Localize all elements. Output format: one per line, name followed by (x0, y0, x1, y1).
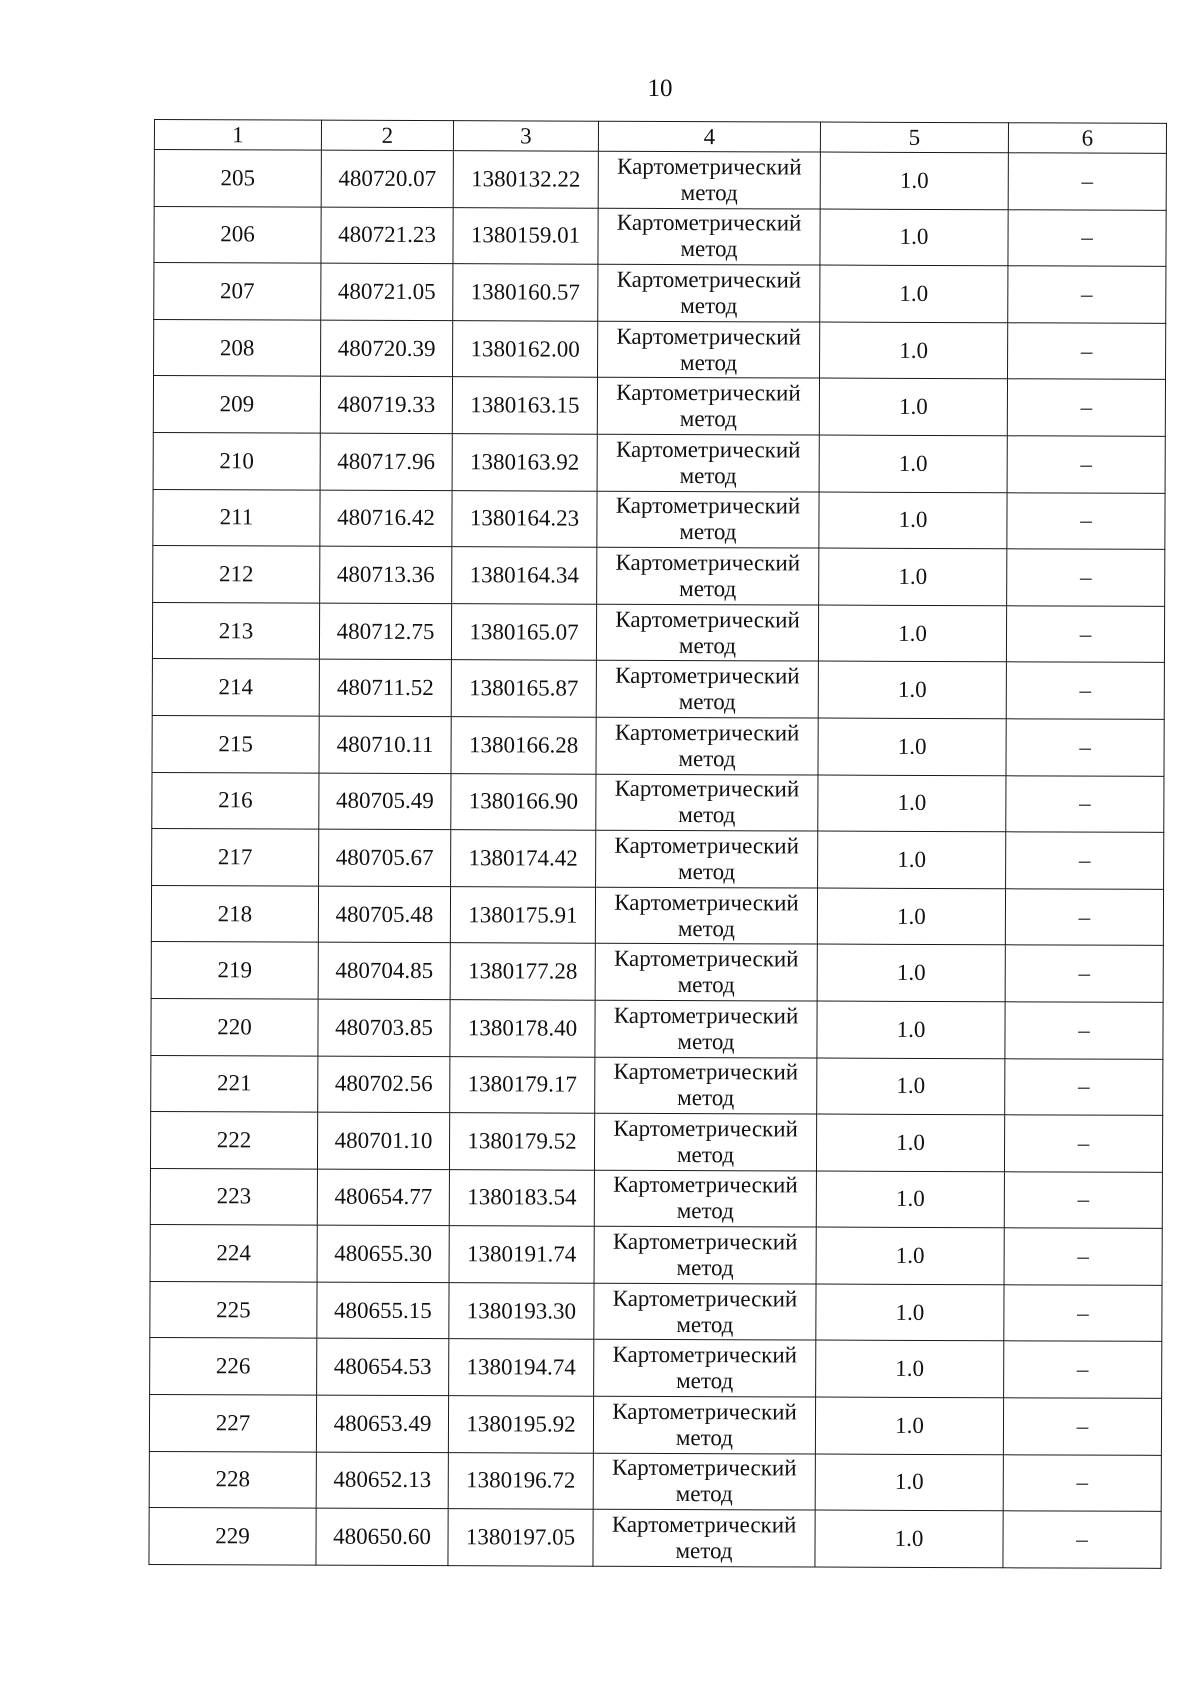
table-row (153, 546, 1165, 606)
y-coordinate-cell: 1380197.05 (448, 1509, 593, 1566)
note-cell: – (1004, 1228, 1162, 1285)
note-cell: – (1006, 775, 1164, 832)
note-cell: – (1005, 1058, 1163, 1115)
method-cell: Картометрический метод (598, 321, 820, 378)
accuracy-cell: 1.0 (815, 1397, 1003, 1454)
y-coordinate-cell: 1380183.54 (449, 1169, 594, 1226)
accuracy-cell: 1.0 (818, 605, 1006, 662)
method-cell: Картометрический метод (593, 1509, 815, 1566)
point-number-cell: 228 (149, 1451, 316, 1508)
accuracy-cell: 1.0 (818, 831, 1006, 888)
x-coordinate-cell: 480711.52 (319, 659, 451, 716)
accuracy-cell: 1.0 (819, 492, 1007, 549)
method-cell: Картометрический метод (596, 661, 818, 718)
note-cell: – (1004, 1341, 1162, 1398)
point-number-cell: 210 (153, 432, 320, 489)
table-row (152, 659, 1164, 719)
method-cell: Картометрический метод (598, 208, 820, 265)
column-header: 1 (154, 120, 321, 151)
accuracy-cell: 1.0 (818, 775, 1006, 832)
accuracy-cell: 1.0 (816, 1114, 1004, 1171)
column-header: 3 (453, 121, 598, 152)
accuracy-cell: 1.0 (820, 209, 1008, 266)
table-row (151, 942, 1163, 1002)
accuracy-cell: 1.0 (815, 1510, 1003, 1567)
table-row (149, 1451, 1161, 1511)
accuracy-cell: 1.0 (817, 944, 1005, 1001)
table-row (150, 1168, 1162, 1228)
point-number-cell: 207 (154, 263, 321, 320)
table-row (151, 885, 1163, 945)
point-number-cell: 216 (152, 772, 319, 829)
note-cell: – (1006, 662, 1164, 719)
y-coordinate-cell: 1380165.87 (451, 660, 596, 717)
x-coordinate-cell: 480720.39 (321, 320, 453, 377)
x-coordinate-cell: 480705.48 (318, 886, 450, 943)
point-number-cell: 212 (153, 546, 320, 603)
x-coordinate-cell: 480719.33 (320, 377, 452, 434)
note-cell: – (1004, 1285, 1162, 1342)
note-cell: – (1006, 832, 1164, 889)
table-row (152, 602, 1164, 662)
y-coordinate-cell: 1380174.42 (451, 830, 596, 887)
y-coordinate-cell: 1380159.01 (453, 207, 598, 264)
point-number-cell: 217 (152, 829, 319, 886)
point-number-cell: 208 (154, 319, 321, 376)
method-cell: Картометрический метод (596, 604, 818, 661)
note-cell: – (1008, 153, 1166, 210)
method-cell: Картометрический метод (597, 378, 819, 435)
x-coordinate-cell: 480653.49 (316, 1395, 448, 1452)
point-number-cell: 214 (152, 659, 319, 716)
method-cell: Картометрический метод (596, 717, 818, 774)
table-row (150, 1225, 1162, 1285)
point-number-cell: 229 (149, 1508, 316, 1565)
accuracy-cell: 1.0 (816, 1284, 1004, 1341)
note-cell: – (1007, 492, 1165, 549)
accuracy-cell: 1.0 (820, 322, 1008, 379)
x-coordinate-cell: 480654.53 (317, 1339, 449, 1396)
y-coordinate-cell: 1380160.57 (453, 264, 598, 321)
note-cell: – (1004, 1115, 1162, 1172)
method-cell: Картометрический метод (595, 887, 817, 944)
table-row (154, 319, 1166, 379)
method-cell: Картометрический метод (594, 1170, 816, 1227)
point-number-cell: 226 (150, 1338, 317, 1395)
column-header: 6 (1008, 123, 1166, 154)
point-number-cell: 213 (152, 602, 319, 659)
y-coordinate-cell: 1380163.92 (452, 434, 597, 491)
point-number-cell: 211 (153, 489, 320, 546)
y-coordinate-cell: 1380166.28 (451, 717, 596, 774)
point-number-cell: 206 (154, 206, 321, 263)
table-row (152, 715, 1164, 775)
x-coordinate-cell: 480717.96 (320, 433, 452, 490)
x-coordinate-cell: 480701.10 (317, 1112, 449, 1169)
method-cell: Картометрический метод (596, 774, 818, 831)
note-cell: – (1008, 266, 1166, 323)
column-header: 4 (598, 121, 820, 152)
y-coordinate-cell: 1380162.00 (453, 320, 598, 377)
table-row (151, 998, 1163, 1058)
y-coordinate-cell: 1380179.17 (450, 1056, 595, 1113)
accuracy-cell: 1.0 (816, 1171, 1004, 1228)
method-cell: Картометрический метод (593, 1396, 815, 1453)
accuracy-cell: 1.0 (816, 1341, 1004, 1398)
x-coordinate-cell: 480705.49 (319, 773, 451, 830)
table-row (150, 1112, 1162, 1172)
accuracy-cell: 1.0 (820, 265, 1008, 322)
y-coordinate-cell: 1380195.92 (448, 1396, 593, 1453)
table-body (149, 150, 1166, 1569)
method-cell: Картометрический метод (598, 264, 820, 321)
x-coordinate-cell: 480652.13 (316, 1452, 448, 1509)
y-coordinate-cell: 1380164.34 (452, 547, 597, 604)
point-number-cell: 215 (152, 715, 319, 772)
accuracy-cell: 1.0 (817, 1058, 1005, 1115)
table-row (150, 1281, 1162, 1341)
y-coordinate-cell: 1380166.90 (451, 773, 596, 830)
accuracy-cell: 1.0 (817, 888, 1005, 945)
x-coordinate-cell: 480704.85 (318, 942, 450, 999)
note-cell: – (1007, 379, 1165, 436)
y-coordinate-cell: 1380193.30 (449, 1283, 594, 1340)
note-cell: – (1005, 1002, 1163, 1059)
method-cell: Картометрический метод (593, 1453, 815, 1510)
note-cell: – (1008, 323, 1166, 380)
table-row (153, 432, 1165, 492)
note-cell: – (1003, 1398, 1161, 1455)
note-cell: – (1005, 945, 1163, 1002)
coordinates-table (148, 119, 1167, 1569)
x-coordinate-cell: 480720.07 (321, 150, 453, 207)
point-number-cell: 222 (150, 1112, 317, 1169)
y-coordinate-cell: 1380194.74 (449, 1339, 594, 1396)
point-number-cell: 218 (151, 885, 318, 942)
table-row (149, 1395, 1161, 1455)
x-coordinate-cell: 480655.15 (317, 1282, 449, 1339)
point-number-cell: 227 (149, 1395, 316, 1452)
method-cell: Картометрический метод (597, 434, 819, 491)
table-row (154, 206, 1166, 266)
point-number-cell: 219 (151, 942, 318, 999)
table-row (151, 1055, 1163, 1115)
x-coordinate-cell: 480703.85 (318, 999, 450, 1056)
y-coordinate-cell: 1380163.15 (452, 377, 597, 434)
table-row (153, 376, 1165, 436)
point-number-cell: 225 (150, 1281, 317, 1338)
method-cell: Картометрический метод (594, 1226, 816, 1283)
x-coordinate-cell: 480702.56 (318, 1056, 450, 1113)
column-header: 2 (321, 120, 453, 151)
note-cell: – (1004, 1171, 1162, 1228)
y-coordinate-cell: 1380177.28 (450, 943, 595, 1000)
y-coordinate-cell: 1380179.52 (449, 1113, 594, 1170)
point-number-cell: 223 (150, 1168, 317, 1225)
page-number: 10 (647, 75, 673, 102)
x-coordinate-cell: 480710.11 (319, 716, 451, 773)
method-cell: Картометрический метод (595, 944, 817, 1001)
note-cell: – (1007, 436, 1165, 493)
accuracy-cell: 1.0 (818, 718, 1006, 775)
accuracy-cell: 1.0 (816, 1227, 1004, 1284)
point-number-cell: 209 (153, 376, 320, 433)
note-cell: – (1006, 606, 1164, 663)
x-coordinate-cell: 480712.75 (319, 603, 451, 660)
note-cell: – (1003, 1511, 1161, 1568)
note-cell: – (1003, 1454, 1161, 1511)
accuracy-cell: 1.0 (815, 1454, 1003, 1511)
point-number-cell: 220 (151, 998, 318, 1055)
method-cell: Картометрический метод (598, 151, 820, 208)
y-coordinate-cell: 1380178.40 (450, 1000, 595, 1057)
y-coordinate-cell: 1380196.72 (448, 1452, 593, 1509)
table-header-row (154, 120, 1166, 154)
point-number-cell: 221 (151, 1055, 318, 1112)
method-cell: Картометрический метод (596, 830, 818, 887)
note-cell: – (1007, 549, 1165, 606)
table-row (149, 1508, 1161, 1568)
method-cell: Картометрический метод (594, 1340, 816, 1397)
method-cell: Картометрический метод (594, 1283, 816, 1340)
table-row (152, 829, 1164, 889)
x-coordinate-cell: 480721.05 (321, 263, 453, 320)
note-cell: – (1006, 719, 1164, 776)
accuracy-cell: 1.0 (819, 435, 1007, 492)
x-coordinate-cell: 480650.60 (316, 1508, 448, 1565)
note-cell: – (1005, 888, 1163, 945)
x-coordinate-cell: 480713.36 (320, 546, 452, 603)
method-cell: Картометрический метод (595, 1057, 817, 1114)
y-coordinate-cell: 1380164.23 (452, 490, 597, 547)
accuracy-cell: 1.0 (818, 661, 1006, 718)
x-coordinate-cell: 480655.30 (317, 1225, 449, 1282)
table-row (152, 772, 1164, 832)
point-number-cell: 205 (154, 150, 321, 207)
accuracy-cell: 1.0 (819, 378, 1007, 435)
x-coordinate-cell: 480705.67 (319, 829, 451, 886)
y-coordinate-cell: 1380191.74 (449, 1226, 594, 1283)
table-row (150, 1338, 1162, 1398)
y-coordinate-cell: 1380165.07 (451, 603, 596, 660)
method-cell: Картометрический метод (595, 1000, 817, 1057)
x-coordinate-cell: 480721.23 (321, 207, 453, 264)
table-row (153, 489, 1165, 549)
accuracy-cell: 1.0 (817, 1001, 1005, 1058)
x-coordinate-cell: 480654.77 (317, 1169, 449, 1226)
accuracy-cell: 1.0 (819, 548, 1007, 605)
table-row (154, 150, 1166, 210)
note-cell: – (1008, 209, 1166, 266)
method-cell: Картометрический метод (597, 491, 819, 548)
column-header: 5 (820, 122, 1008, 153)
method-cell: Картометрический метод (597, 547, 819, 604)
method-cell: Картометрический метод (594, 1113, 816, 1170)
point-number-cell: 224 (150, 1225, 317, 1282)
table-row (154, 263, 1166, 323)
x-coordinate-cell: 480716.42 (320, 490, 452, 547)
accuracy-cell: 1.0 (820, 152, 1008, 209)
y-coordinate-cell: 1380175.91 (450, 886, 595, 943)
y-coordinate-cell: 1380132.22 (453, 151, 598, 208)
